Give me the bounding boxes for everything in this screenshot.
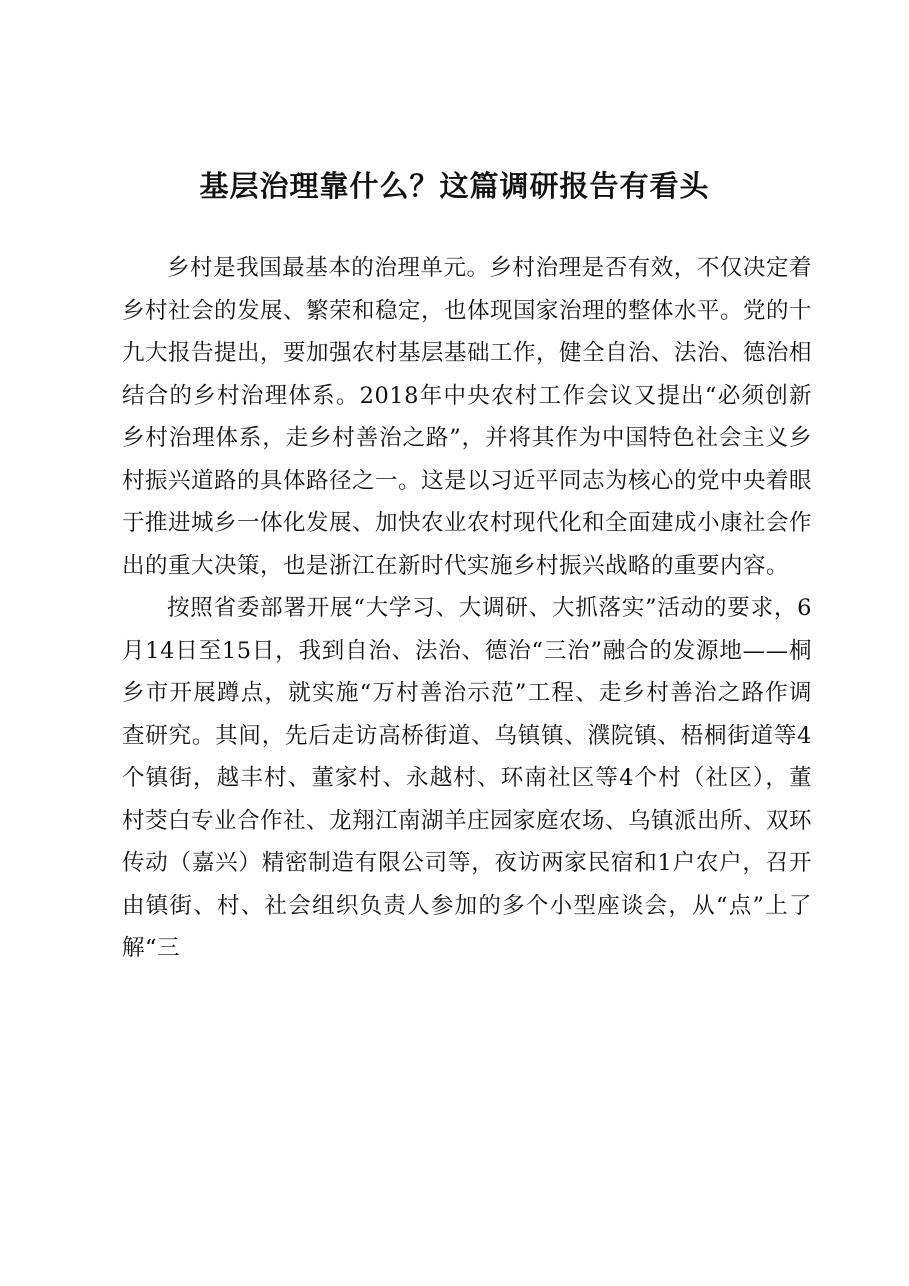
paragraph-1: 乡村是我国最基本的治理单元。乡村治理是否有效，不仅决定着乡村社会的发展、繁荣和稳定，也体现国家治理的整体水平。党的十九大报告提出，要加强农村基层基础工作，健全自治、法治、德治相结合的乡村治理体系。2018年中央农村工作会议又提出“必须创新乡村治理体系，走乡村善治之路”，并将其作为中国特色社会主义乡村振兴道路的具体路径之一。这是以习近平同志为核心的党中央着眼于推进城乡一体化发展、加快农业农村现代化和全面建成小康社会作出的重大决策，也是浙江在新时代实施乡村振兴战略的重要内容。	[122, 255, 813, 579]
document-title: 基层治理靠什么？这篇调研报告有看头	[199, 169, 710, 203]
document-body	[122, 247, 812, 970]
paragraph-2: 按照省委部署开展“大学习、大调研、大抓落实”活动的要求，6月14日至15日，我到自治、法治、德治“三治”融合的发源地——桐乡市开展蹲点，就实施“万村善治示范”工程、走乡村善治之路作调查研究。其间，先后走访高桥街道、乌镇镇、濮院镇、梧桐街道等4个镇街，越丰村、董家村、永越村、环南社区等4个村（社区），董村茭白专业合作社、龙翔江南湖羊庄园家庭农场、乌镇派出所、双环传动（嘉兴）精密制造有限公司等，夜访两家民宿和1户农户，召开由镇街、村、社会组织负责人参加的多个小型座谈会，从“点”上了解“三	[122, 595, 813, 961]
